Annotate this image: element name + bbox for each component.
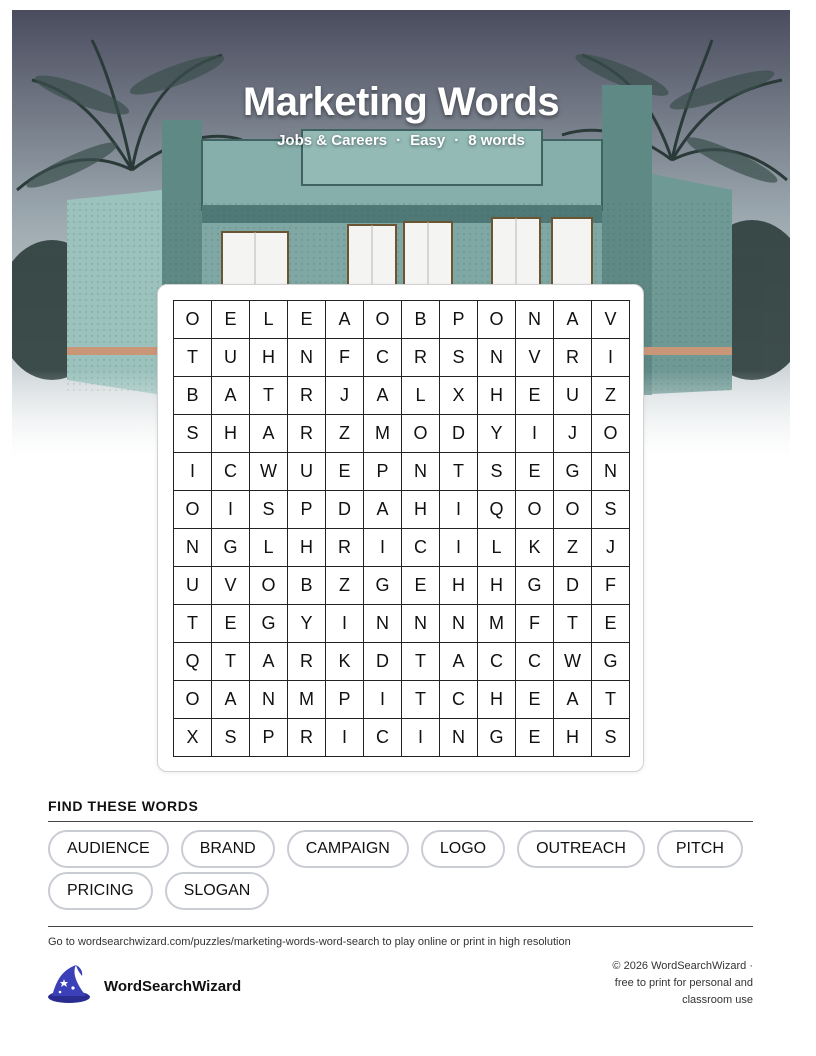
- grid-cell[interactable]: L: [250, 529, 288, 567]
- grid-cell[interactable]: O: [402, 415, 440, 453]
- grid-cell[interactable]: I: [174, 453, 212, 491]
- grid-cell[interactable]: T: [402, 681, 440, 719]
- grid-cell[interactable]: A: [364, 491, 402, 529]
- grid-cell[interactable]: M: [288, 681, 326, 719]
- grid-cell[interactable]: M: [478, 605, 516, 643]
- grid-cell[interactable]: I: [402, 719, 440, 757]
- grid-cell[interactable]: V: [212, 567, 250, 605]
- grid-cell[interactable]: U: [554, 377, 592, 415]
- grid-cell[interactable]: E: [516, 681, 554, 719]
- word-pill: LOGO: [421, 830, 505, 868]
- grid-cell[interactable]: H: [478, 567, 516, 605]
- grid-cell[interactable]: C: [516, 643, 554, 681]
- grid-cell[interactable]: H: [212, 415, 250, 453]
- grid-cell[interactable]: F: [326, 339, 364, 377]
- grid-cell[interactable]: E: [516, 453, 554, 491]
- grid-cell[interactable]: C: [212, 453, 250, 491]
- grid-cell[interactable]: I: [326, 719, 364, 757]
- grid-cell[interactable]: S: [174, 415, 212, 453]
- grid-cell[interactable]: T: [592, 681, 630, 719]
- grid-cell[interactable]: O: [516, 491, 554, 529]
- grid-cell[interactable]: X: [440, 377, 478, 415]
- grid-cell[interactable]: T: [174, 605, 212, 643]
- word-pill: SLOGAN: [165, 872, 270, 910]
- grid-cell[interactable]: S: [478, 453, 516, 491]
- word-pill: CAMPAIGN: [287, 830, 409, 868]
- grid-cell[interactable]: R: [402, 339, 440, 377]
- divider: [48, 926, 753, 927]
- grid-cell[interactable]: C: [402, 529, 440, 567]
- grid-cell[interactable]: Z: [326, 415, 364, 453]
- word-pill: OUTREACH: [517, 830, 645, 868]
- grid-cell[interactable]: C: [440, 681, 478, 719]
- grid-cell[interactable]: H: [250, 339, 288, 377]
- grid-cell[interactable]: F: [592, 567, 630, 605]
- category-label: Jobs & Careers: [277, 132, 388, 149]
- grid-cell[interactable]: B: [174, 377, 212, 415]
- grid-cell[interactable]: A: [326, 301, 364, 339]
- grid-cell[interactable]: T: [174, 339, 212, 377]
- grid-cell[interactable]: D: [326, 491, 364, 529]
- grid-cell[interactable]: O: [364, 301, 402, 339]
- grid-cell[interactable]: N: [288, 339, 326, 377]
- puzzle-card: [157, 284, 644, 772]
- grid-cell[interactable]: Y: [288, 605, 326, 643]
- grid-cell[interactable]: Q: [478, 491, 516, 529]
- grid-cell[interactable]: G: [592, 643, 630, 681]
- grid-cell[interactable]: C: [364, 339, 402, 377]
- grid-cell[interactable]: K: [516, 529, 554, 567]
- wizard-hat-icon: [46, 963, 92, 1010]
- word-pill: PITCH: [657, 830, 743, 868]
- grid-cell[interactable]: O: [478, 301, 516, 339]
- grid-cell[interactable]: G: [554, 453, 592, 491]
- grid-cell[interactable]: N: [250, 681, 288, 719]
- grid-cell[interactable]: O: [174, 301, 212, 339]
- grid-cell[interactable]: T: [554, 605, 592, 643]
- page-title: Marketing Words: [242, 80, 560, 124]
- grid-cell[interactable]: R: [326, 529, 364, 567]
- grid-cell[interactable]: U: [174, 567, 212, 605]
- grid-cell[interactable]: P: [440, 301, 478, 339]
- grid-cell[interactable]: N: [402, 453, 440, 491]
- grid-cell[interactable]: R: [288, 719, 326, 757]
- grid-cell[interactable]: Y: [478, 415, 516, 453]
- grid-cell[interactable]: D: [440, 415, 478, 453]
- grid-cell[interactable]: T: [402, 643, 440, 681]
- grid-cell[interactable]: E: [212, 301, 250, 339]
- word-pill: BRAND: [181, 830, 275, 868]
- grid-cell[interactable]: A: [212, 377, 250, 415]
- grid-cell[interactable]: I: [212, 491, 250, 529]
- grid-cell[interactable]: A: [554, 301, 592, 339]
- grid-cell[interactable]: K: [326, 643, 364, 681]
- grid-cell[interactable]: C: [364, 719, 402, 757]
- meta-separator: ·: [396, 132, 402, 149]
- grid-cell[interactable]: A: [250, 643, 288, 681]
- grid-cell[interactable]: D: [364, 643, 402, 681]
- puzzle-meta: [12, 132, 790, 149]
- grid-cell[interactable]: R: [554, 339, 592, 377]
- grid-cell[interactable]: R: [288, 415, 326, 453]
- grid-cell[interactable]: O: [250, 567, 288, 605]
- grid-cell[interactable]: T: [212, 643, 250, 681]
- grid-cell[interactable]: U: [212, 339, 250, 377]
- word-count-label: 8 words: [468, 132, 525, 149]
- grid-cell[interactable]: O: [592, 415, 630, 453]
- grid-cell[interactable]: N: [516, 301, 554, 339]
- grid-cell[interactable]: J: [592, 529, 630, 567]
- word-pill: AUDIENCE: [48, 830, 169, 868]
- grid-cell[interactable]: S: [250, 491, 288, 529]
- copyright: [553, 958, 753, 1009]
- grid-cell[interactable]: H: [478, 377, 516, 415]
- grid-cell[interactable]: N: [440, 605, 478, 643]
- grid-cell[interactable]: G: [516, 567, 554, 605]
- grid-cell[interactable]: N: [440, 719, 478, 757]
- footer-note: Go to wordsearchwizard.com/puzzles/marketing-words-word-search to play online or print in high resolution: [48, 936, 571, 948]
- grid-cell[interactable]: Z: [592, 377, 630, 415]
- grid-cell[interactable]: G: [212, 529, 250, 567]
- divider: [48, 821, 753, 822]
- grid-cell[interactable]: G: [478, 719, 516, 757]
- grid-cell[interactable]: N: [478, 339, 516, 377]
- grid-cell[interactable]: I: [440, 529, 478, 567]
- grid-cell[interactable]: D: [554, 567, 592, 605]
- brand-name: WordSearchWizard: [104, 978, 242, 995]
- grid-cell[interactable]: O: [554, 491, 592, 529]
- grid-cell[interactable]: U: [288, 453, 326, 491]
- grid-cell[interactable]: R: [288, 643, 326, 681]
- grid-cell[interactable]: F: [516, 605, 554, 643]
- grid-cell[interactable]: G: [250, 605, 288, 643]
- grid-cell[interactable]: N: [592, 453, 630, 491]
- grid-cell[interactable]: Z: [554, 529, 592, 567]
- grid-cell[interactable]: E: [592, 605, 630, 643]
- grid-cell[interactable]: A: [440, 643, 478, 681]
- grid-cell[interactable]: C: [478, 643, 516, 681]
- grid-cell[interactable]: J: [326, 377, 364, 415]
- meta-separator: ·: [454, 132, 460, 149]
- grid-cell[interactable]: J: [554, 415, 592, 453]
- grid-cell[interactable]: E: [402, 567, 440, 605]
- grid-cell[interactable]: E: [288, 301, 326, 339]
- grid-cell[interactable]: L: [402, 377, 440, 415]
- grid-cell[interactable]: N: [174, 529, 212, 567]
- grid-cell[interactable]: A: [364, 377, 402, 415]
- grid-cell[interactable]: H: [478, 681, 516, 719]
- grid-cell[interactable]: Z: [326, 567, 364, 605]
- grid-cell[interactable]: I: [326, 605, 364, 643]
- grid-cell[interactable]: H: [554, 719, 592, 757]
- grid-cell[interactable]: X: [174, 719, 212, 757]
- grid-cell[interactable]: V: [516, 339, 554, 377]
- grid-cell[interactable]: V: [592, 301, 630, 339]
- grid-cell[interactable]: L: [250, 301, 288, 339]
- word-list-title: FIND THESE WORDS: [48, 798, 199, 814]
- grid-cell[interactable]: E: [516, 377, 554, 415]
- grid-cell[interactable]: P: [364, 453, 402, 491]
- grid-cell[interactable]: A: [250, 415, 288, 453]
- grid-cell[interactable]: I: [364, 681, 402, 719]
- grid-cell[interactable]: L: [478, 529, 516, 567]
- grid-cell[interactable]: H: [440, 567, 478, 605]
- grid-cell[interactable]: P: [250, 719, 288, 757]
- copyright-line: classroom use: [682, 994, 753, 1006]
- grid-cell[interactable]: G: [364, 567, 402, 605]
- grid-cell[interactable]: N: [402, 605, 440, 643]
- grid-cell[interactable]: R: [288, 377, 326, 415]
- grid-cell[interactable]: T: [250, 377, 288, 415]
- grid-cell[interactable]: O: [174, 681, 212, 719]
- grid-cell[interactable]: E: [212, 605, 250, 643]
- grid-cell[interactable]: S: [592, 719, 630, 757]
- grid-cell[interactable]: B: [288, 567, 326, 605]
- grid-cell[interactable]: S: [592, 491, 630, 529]
- grid-cell[interactable]: P: [326, 681, 364, 719]
- grid-cell[interactable]: Q: [174, 643, 212, 681]
- grid-cell[interactable]: A: [212, 681, 250, 719]
- grid-cell[interactable]: A: [554, 681, 592, 719]
- difficulty-label: Easy: [410, 132, 446, 149]
- brand[interactable]: [46, 963, 241, 1010]
- grid-cell[interactable]: H: [288, 529, 326, 567]
- grid-cell[interactable]: S: [440, 339, 478, 377]
- grid-cell[interactable]: T: [440, 453, 478, 491]
- grid-cell[interactable]: E: [326, 453, 364, 491]
- grid-cell[interactable]: W: [554, 643, 592, 681]
- grid-cell[interactable]: S: [212, 719, 250, 757]
- grid-cell[interactable]: B: [402, 301, 440, 339]
- grid-cell[interactable]: I: [516, 415, 554, 453]
- word-pill: PRICING: [48, 872, 153, 910]
- copyright-line: free to print for personal and: [614, 977, 753, 989]
- grid-cell[interactable]: I: [440, 491, 478, 529]
- letter-grid[interactable]: [173, 300, 630, 757]
- grid-cell[interactable]: O: [174, 491, 212, 529]
- grid-cell[interactable]: I: [592, 339, 630, 377]
- grid-cell[interactable]: E: [516, 719, 554, 757]
- grid-cell[interactable]: W: [250, 453, 288, 491]
- word-list: [48, 830, 753, 910]
- copyright-line: © 2026 WordSearchWizard ·: [612, 960, 753, 972]
- grid-cell[interactable]: N: [364, 605, 402, 643]
- grid-cell[interactable]: H: [402, 491, 440, 529]
- grid-cell[interactable]: P: [288, 491, 326, 529]
- grid-cell[interactable]: I: [364, 529, 402, 567]
- grid-cell[interactable]: M: [364, 415, 402, 453]
